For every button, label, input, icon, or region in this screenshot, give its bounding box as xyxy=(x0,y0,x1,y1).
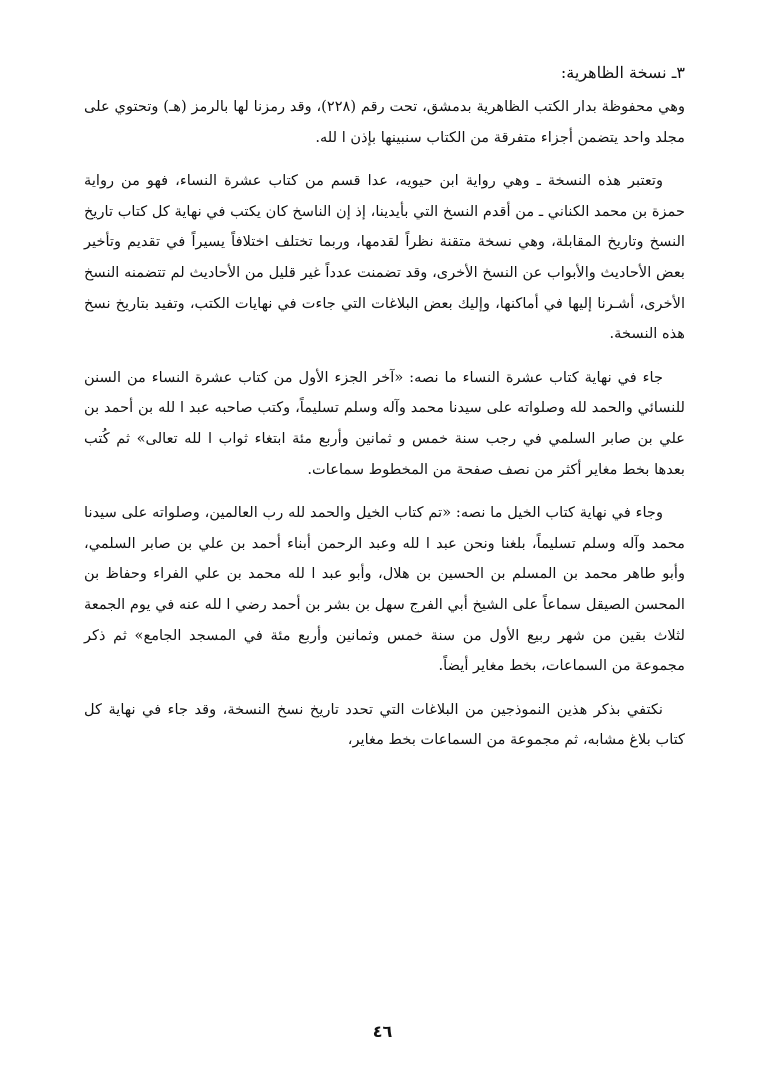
page-body xyxy=(84,58,685,769)
paragraph-women-book-colophon: جاء في نهاية كتاب عشرة النساء ما نصه: «آخر الجزء الأول من كتاب عشرة النساء من السنن للنسائي والحمد لله وصلواته على سيدنا محمد وآله وسلم تسليماً، وكتب صاحبه عبد ا لله بن أحمد بن علي بن صابر السلمي في رجب سنة خمس و ثمانين وأربع مئة ابتغاء ثواب ا لله تعالى» ثم كُتب بعدها بخط مغاير أكثر من نصف صفحة من المخطوط سماعات. xyxy=(84,368,685,478)
paragraph-conclusion: نكتفي بذكر هذين النموذجين من البلاغات التي تحدد تاريخ نسخ النسخة، وقد جاء في نهاية كل كتاب بلاغ مشابه، ثم مجموعة من السماعات بخط مغاير، xyxy=(84,700,685,749)
page-number: ٤٦ xyxy=(372,1022,393,1041)
paragraph-manuscript-location: وهي محفوظة بدار الكتب الظاهرية بدمشق، تحت رقم (٢٢٨)، وقد رمزنا لها بالرمز (هـ) وتحتوي على مجلد واحد يتضمن أجزاء متفرقة من الكتاب سنبينها بإذن ا لله. xyxy=(84,98,685,146)
section-heading: ٣ـ نسخة الظاهرية: xyxy=(560,63,685,82)
paragraph-horses-book-colophon: وجاء في نهاية كتاب الخيل ما نصه: «تم كتاب الخيل والحمد لله رب العالمين، وصلواته على سيدنا محمد وآله وسلم تسليماً، بلغنا ونحن عبد ا لله وعبد الرحمن أبناء أحمد بن علي بن صابر السلمي، وأبو طاهر محمد بن المسلم بن الحسين بن هلال، وأبو عبد ا لله محمد بن علي الفراء وحفاظ بن المحسن الصيقل سماعاً على الشيخ أبي الفرج سهل بن بشر بن أحمد رضي ا لله عنه في يوم الجمعة لثلاث بقين من شهر ربيع الأول من سنة خمس وثمانين وأربع مئة في المسجد الجامع» ثم ذكر مجموعة من السماعات، بخط مغاير أيضاً. xyxy=(84,504,685,675)
paragraph-manuscript-description: وتعتبر هذه النسخة ـ وهي رواية ابن حيويه، عدا قسم من كتاب عشرة النساء، فهو من رواية حمزة بن محمد الكناني ـ من أقدم النسخ التي بأيدينا، إذ إن الناسخ كان يكتب في نهاية كل كتاب تاريخ النسخ وتاريخ المقابلة، وهي نسخة متقنة نظراً لقدمها، وربما تختلف اختلافاً يسيراً في تقديم وتأخير بعض الأحاديث والأبواب عن النسخ الأخرى، وقد تضمنت عدداً غير قليل من الأحاديث لم تتضمنه النسخ الأخرى، أشـرنا إليها في أماكنها، وإليك بعض البلاغات التي جاءت في نهايات الكتب، وتفيد بتاريخ نسخ هذه النسخة. xyxy=(84,172,685,343)
